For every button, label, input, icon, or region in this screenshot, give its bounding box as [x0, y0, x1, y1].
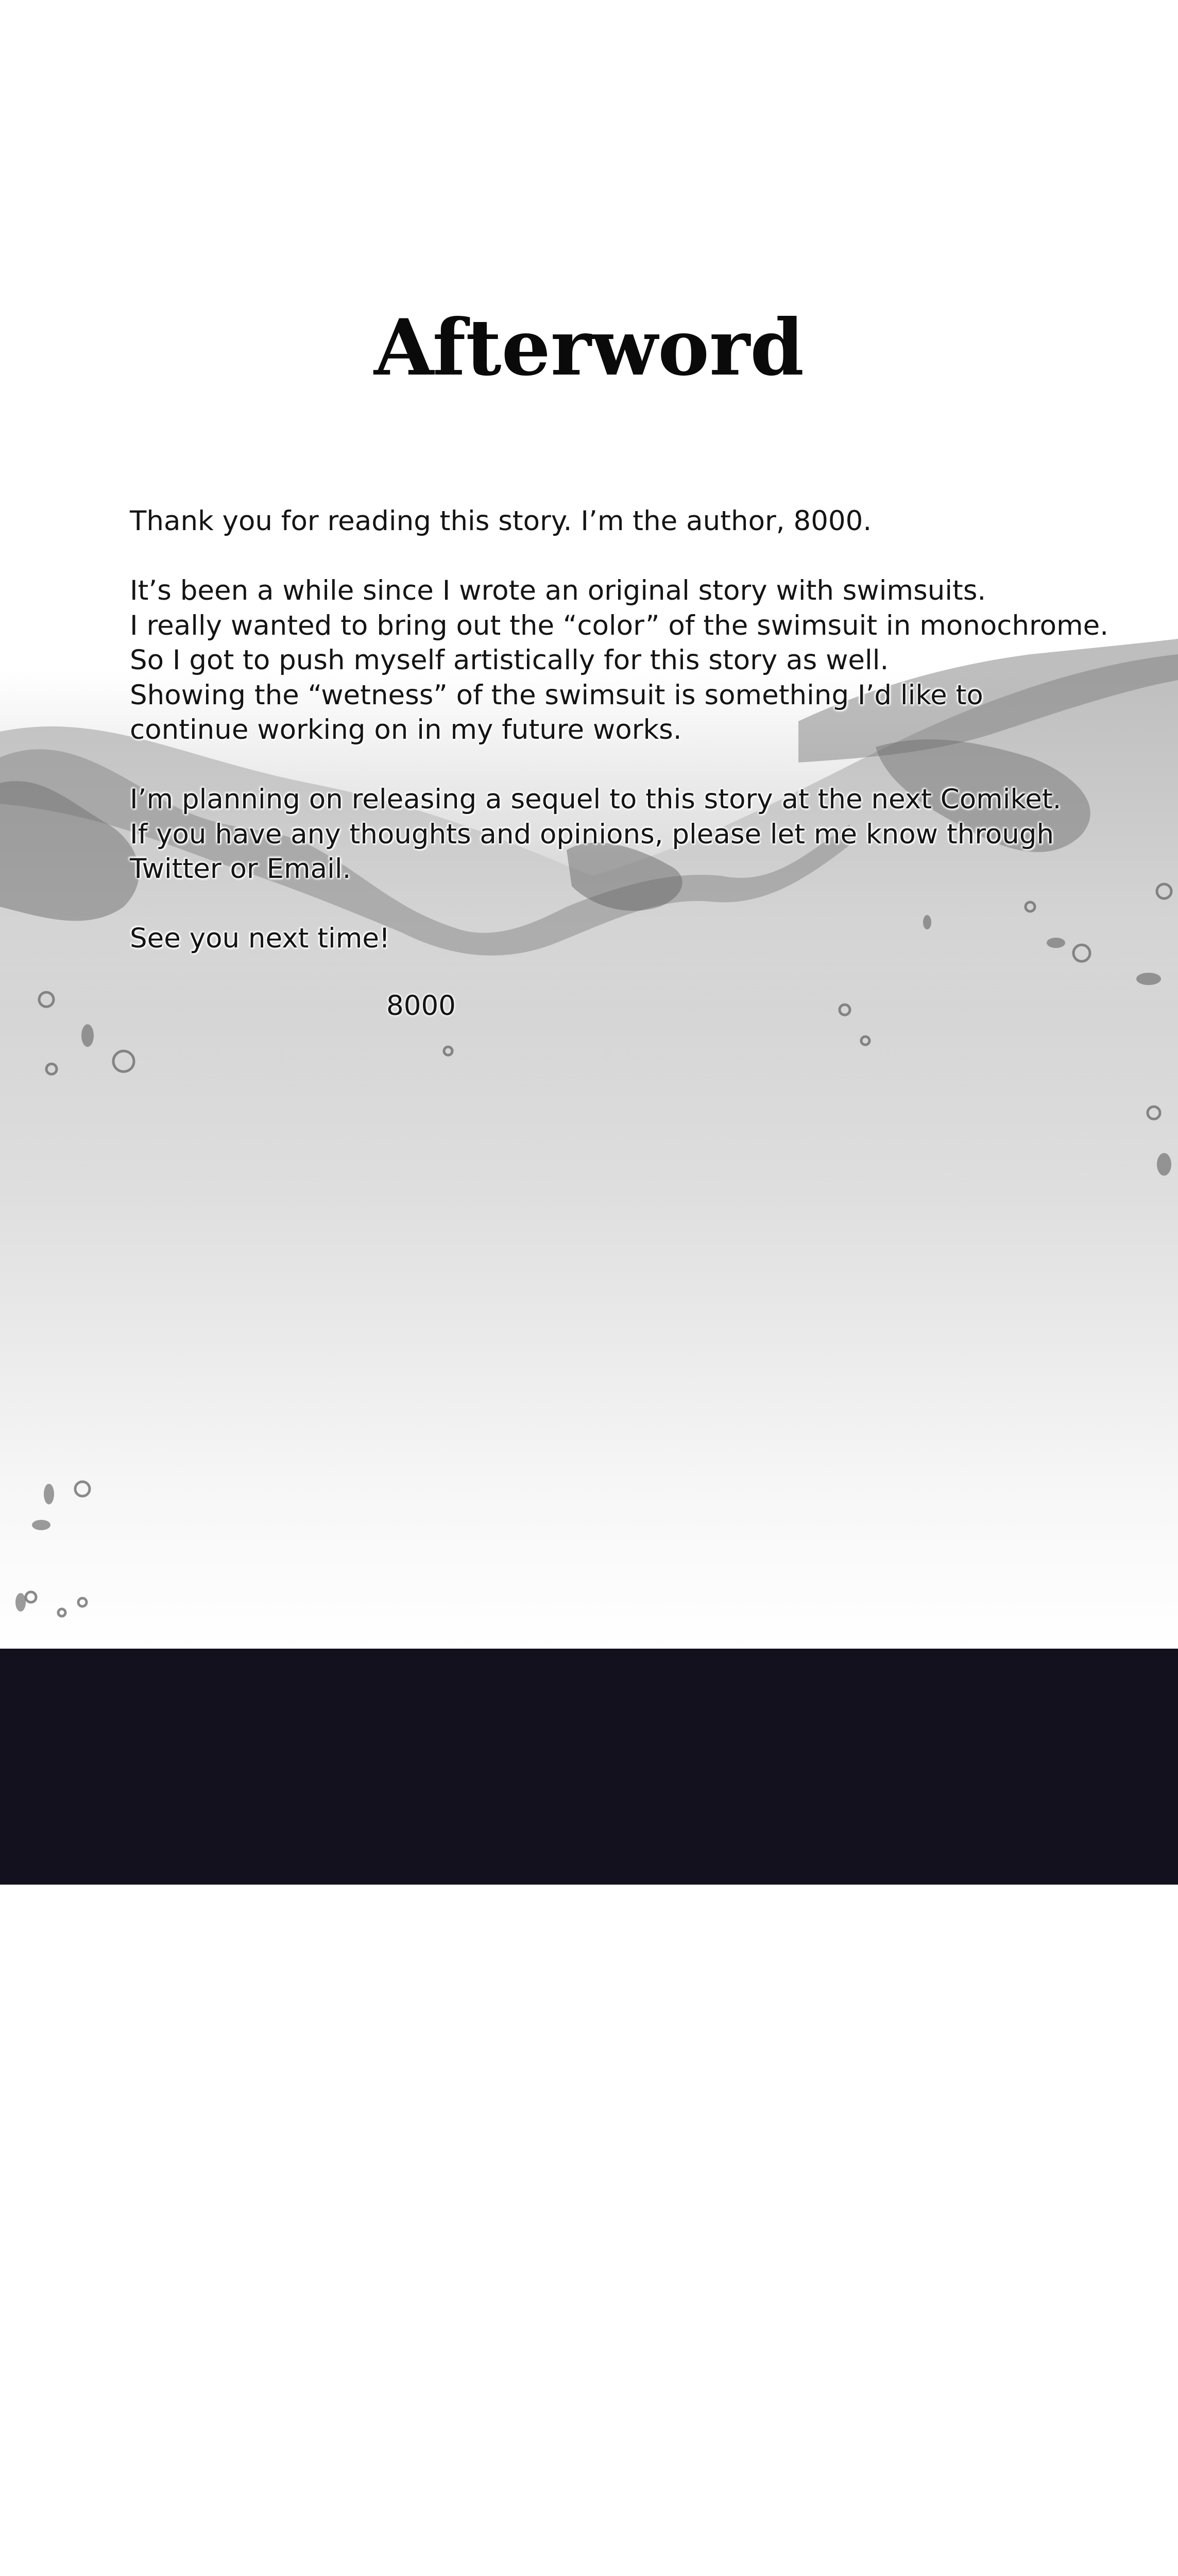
body-line: So I got to push myself artistically for this story as well.	[130, 645, 889, 676]
page-title: Afterword	[373, 302, 805, 393]
footer-banner	[0, 1649, 1178, 1885]
body-line: continue working on in my future works.	[130, 714, 682, 745]
body-line: Twitter or Email.	[130, 853, 351, 885]
afterword-body	[130, 504, 1134, 956]
body-line: If you have any thoughts and opinions, please let me know through	[130, 818, 1054, 850]
body-line: I’m planning on releasing a sequel to this story at the next Comiket.	[130, 784, 1062, 815]
body-line: It’s been a while since I wrote an original story with swimsuits.	[130, 575, 986, 606]
body-line: Showing the “wetness” of the swimsuit is something I’d like to	[130, 679, 983, 711]
body-line: Thank you for reading this story. I’m the author, 8000.	[130, 505, 872, 537]
body-line: See you next time!	[130, 923, 390, 954]
author-signature: 8000	[386, 990, 456, 1022]
body-line: I really wanted to bring out the “color” of the swimsuit in monochrome.	[130, 609, 1109, 641]
